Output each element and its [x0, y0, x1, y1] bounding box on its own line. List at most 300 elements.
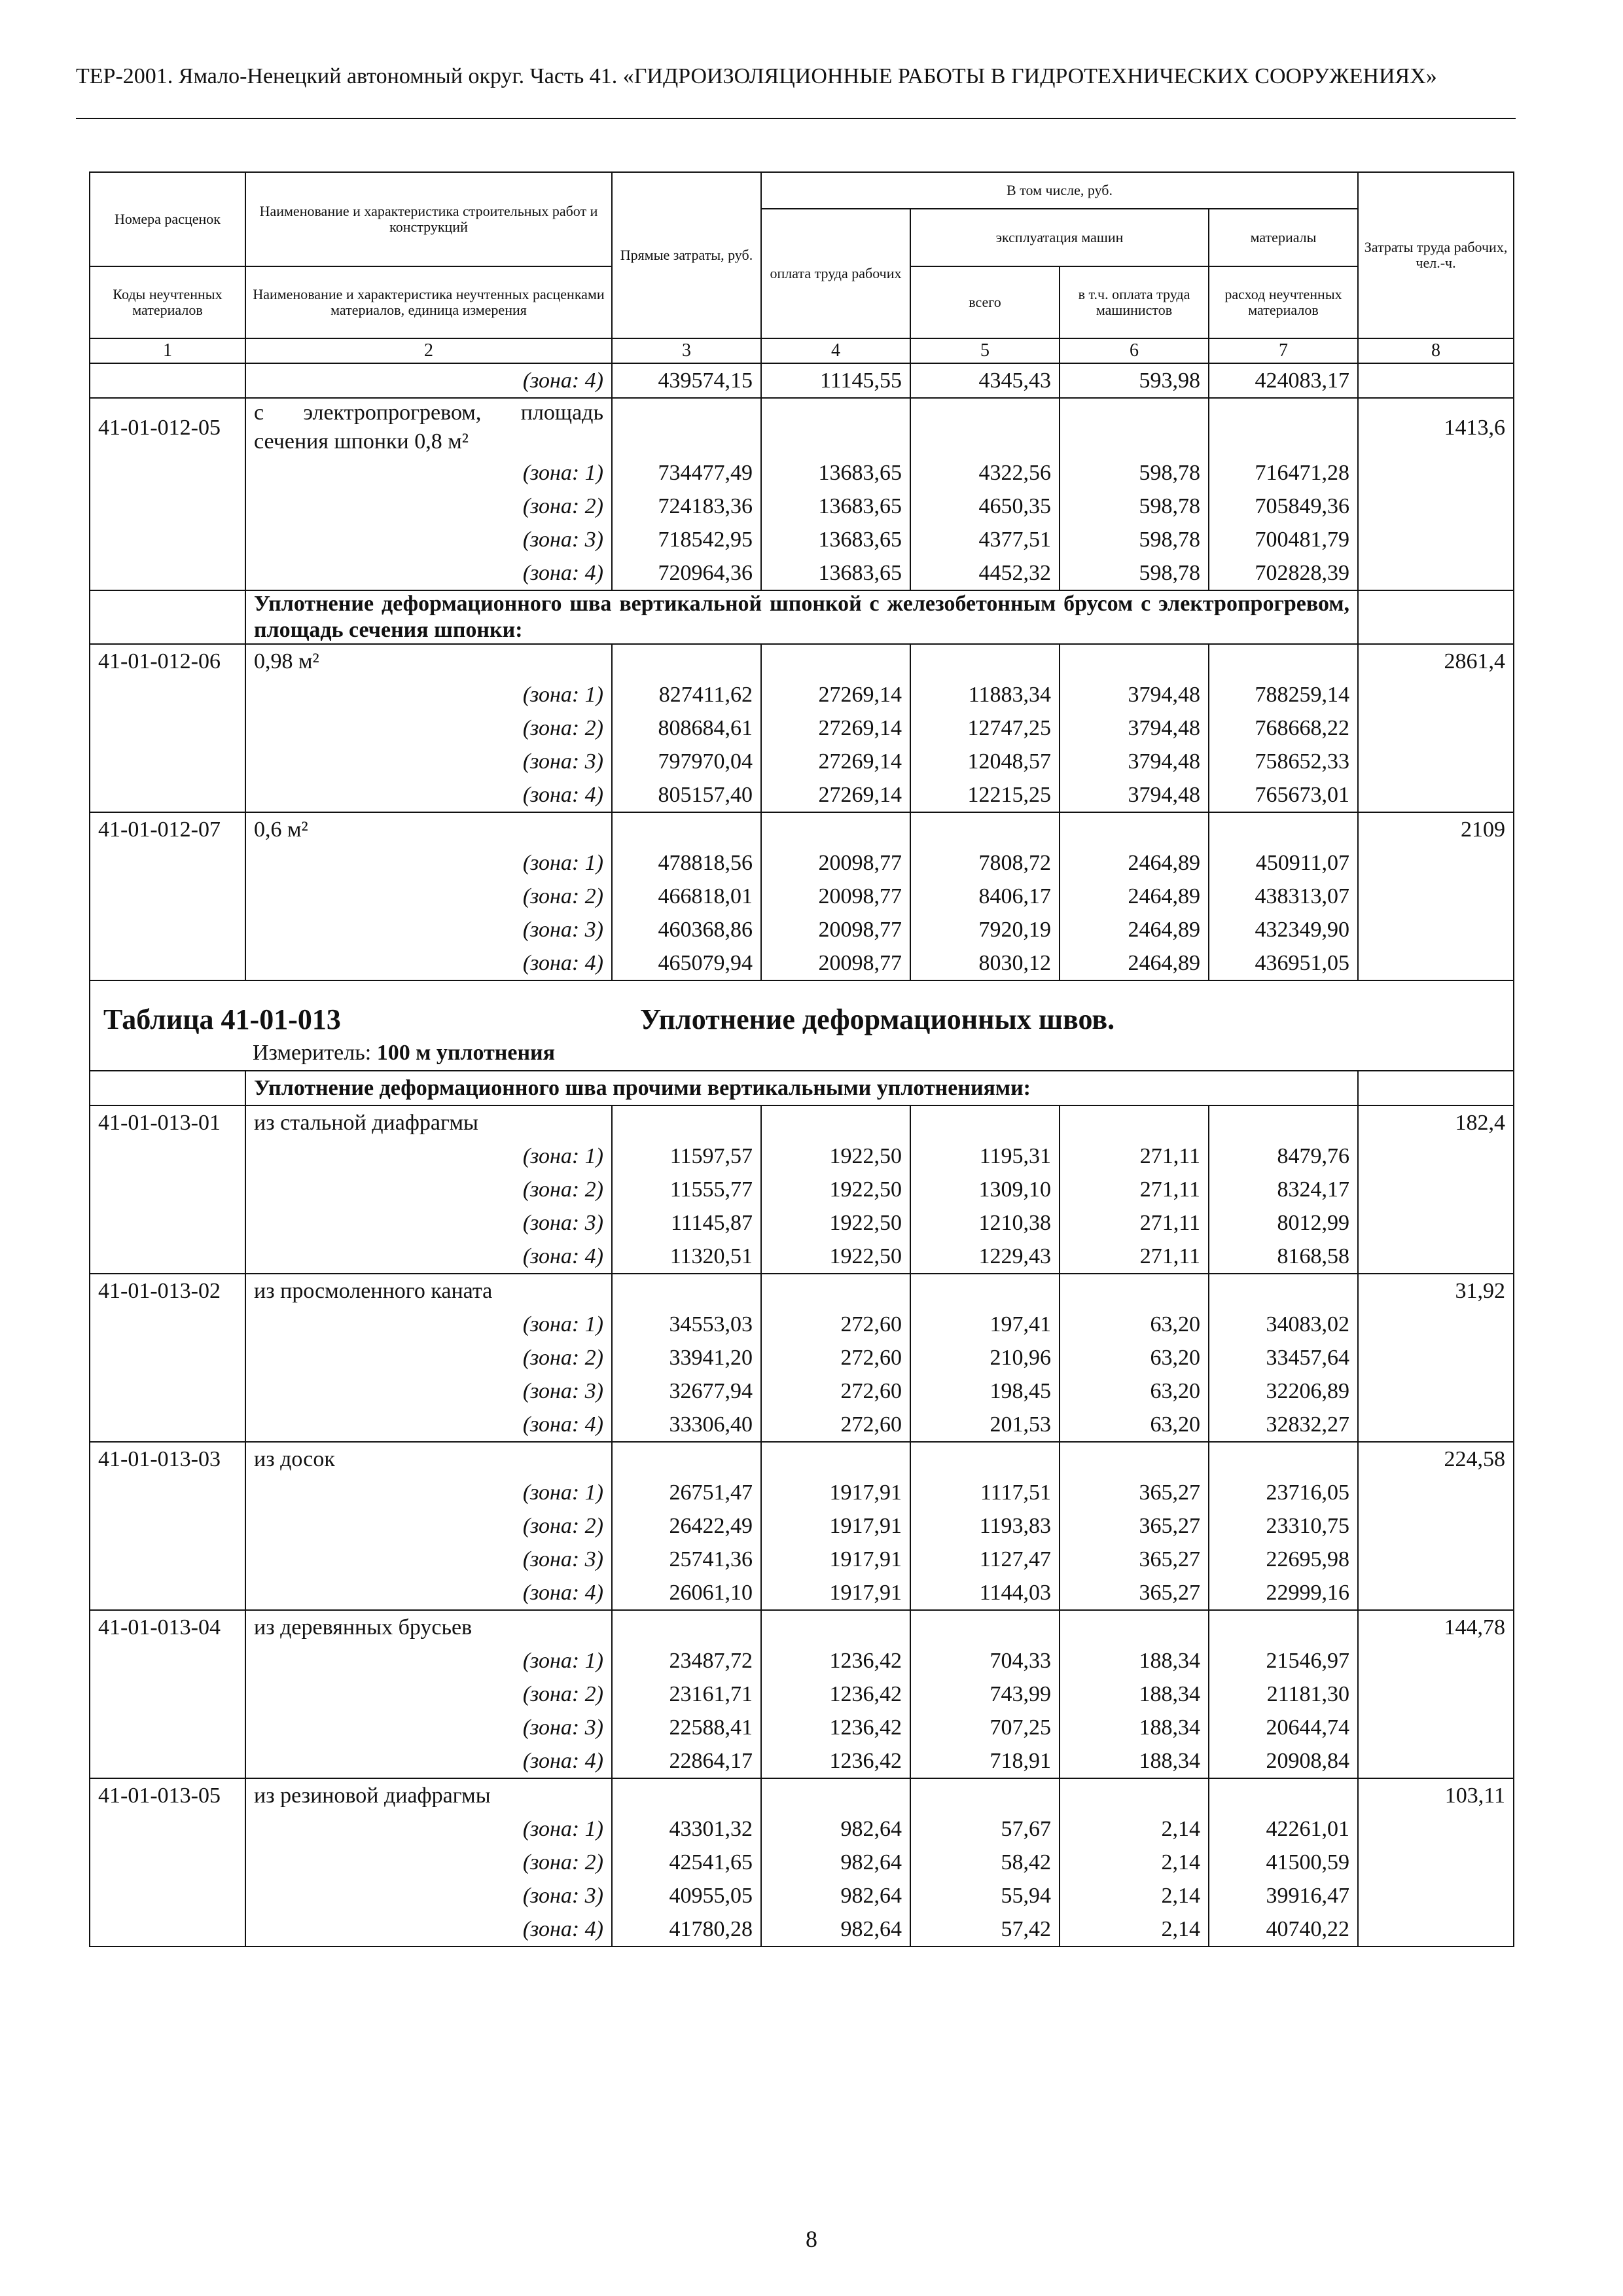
col-number: 1	[90, 338, 245, 363]
rate-description: 0,6 м²	[245, 812, 612, 846]
zone-label: (зона: 4)	[245, 946, 612, 980]
machines-total: 201,53	[910, 1408, 1060, 1442]
col-header-including: В том числе, руб.	[761, 172, 1358, 209]
table-row	[90, 523, 1514, 556]
direct-cost: 34553,03	[612, 1308, 761, 1341]
materials: 32206,89	[1209, 1374, 1358, 1408]
table-row	[90, 1341, 1514, 1374]
wages: 27269,14	[761, 678, 910, 711]
direct-cost: 466818,01	[612, 880, 761, 913]
direct-cost: 33306,40	[612, 1408, 761, 1442]
wages: 1922,50	[761, 1206, 910, 1240]
measure-label: Измеритель:	[253, 1041, 377, 1065]
operators-wages: 598,78	[1060, 556, 1209, 590]
operators-wages: 63,20	[1060, 1308, 1209, 1341]
zone-label: (зона: 4)	[245, 1744, 612, 1778]
zone-label: (зона: 1)	[245, 1812, 612, 1846]
table-row	[90, 456, 1514, 490]
machines-total: 57,67	[910, 1812, 1060, 1846]
machines-total: 58,42	[910, 1846, 1060, 1879]
table-row	[90, 812, 1514, 846]
zone-label: (зона: 1)	[245, 1308, 612, 1341]
operators-wages: 271,11	[1060, 1173, 1209, 1206]
col-header-material-name: Наименование и характеристика неучтенных расценками материалов, единица измерения	[245, 266, 612, 338]
operators-wages: 63,20	[1060, 1341, 1209, 1374]
table-row	[90, 1744, 1514, 1778]
direct-cost: 827411,62	[612, 678, 761, 711]
materials: 758652,33	[1209, 745, 1358, 778]
zone-label: (зона: 4)	[245, 556, 612, 590]
rate-description: из резиновой диафрагмы	[245, 1778, 612, 1812]
wages: 11145,55	[761, 363, 910, 398]
table-number: Таблица 41-01-013	[103, 1003, 341, 1035]
operators-wages: 63,20	[1060, 1408, 1209, 1442]
zone-label: (зона: 3)	[245, 1543, 612, 1576]
operators-wages: 2,14	[1060, 1812, 1209, 1846]
operators-wages: 2,14	[1060, 1912, 1209, 1946]
col-number: 7	[1209, 338, 1358, 363]
direct-cost: 718542,95	[612, 523, 761, 556]
table-row	[90, 1912, 1514, 1946]
operators-wages: 2464,89	[1060, 913, 1209, 946]
rate-code: 41-01-013-01	[90, 1105, 245, 1139]
machines-total: 7920,19	[910, 913, 1060, 946]
labor-cost: 103,11	[1358, 1778, 1514, 1812]
zone-label: (зона: 4)	[245, 1240, 612, 1274]
zone-label: (зона: 2)	[245, 1509, 612, 1543]
labor-cost: 2109	[1358, 812, 1514, 846]
wages: 27269,14	[761, 711, 910, 745]
direct-cost: 43301,32	[612, 1812, 761, 1846]
rate-code: 41-01-012-07	[90, 812, 245, 846]
machines-total: 1127,47	[910, 1543, 1060, 1576]
wages: 13683,65	[761, 490, 910, 523]
zone-label: (зона: 3)	[245, 913, 612, 946]
machines-total: 4452,32	[910, 556, 1060, 590]
table-row	[90, 490, 1514, 523]
labor-cost: 31,92	[1358, 1274, 1514, 1308]
machines-total: 8406,17	[910, 880, 1060, 913]
zone-label: (зона: 4)	[245, 1576, 612, 1610]
direct-cost: 26751,47	[612, 1476, 761, 1509]
operators-wages: 3794,48	[1060, 678, 1209, 711]
machines-total: 11883,34	[910, 678, 1060, 711]
col-number: 6	[1060, 338, 1209, 363]
materials: 21546,97	[1209, 1644, 1358, 1677]
col-header-wages: оплата труда рабочих	[761, 209, 910, 338]
materials: 40740,22	[1209, 1912, 1358, 1946]
materials: 21181,30	[1209, 1677, 1358, 1711]
table-row	[90, 1173, 1514, 1206]
zone-label: (зона: 2)	[245, 880, 612, 913]
zone-label: (зона: 3)	[245, 1374, 612, 1408]
materials: 716471,28	[1209, 456, 1358, 490]
zone-label: (зона: 3)	[245, 745, 612, 778]
operators-wages: 598,78	[1060, 490, 1209, 523]
table-row	[90, 1711, 1514, 1744]
direct-cost: 11320,51	[612, 1240, 761, 1274]
materials: 765673,01	[1209, 778, 1358, 812]
machines-total: 57,42	[910, 1912, 1060, 1946]
zone-label: (зона: 2)	[245, 1341, 612, 1374]
operators-wages: 2464,89	[1060, 880, 1209, 913]
operators-wages: 188,34	[1060, 1711, 1209, 1744]
materials: 41500,59	[1209, 1846, 1358, 1879]
section-heading: Уплотнение деформационного шва прочими вертикальными уплотнениями:	[245, 1071, 1358, 1105]
operators-wages: 63,20	[1060, 1374, 1209, 1408]
col-number: 4	[761, 338, 910, 363]
rate-description: из стальной диафрагмы	[245, 1105, 612, 1139]
table-row	[90, 1274, 1514, 1308]
operators-wages: 3794,48	[1060, 711, 1209, 745]
materials: 8168,58	[1209, 1240, 1358, 1274]
operators-wages: 271,11	[1060, 1240, 1209, 1274]
operators-wages: 271,11	[1060, 1206, 1209, 1240]
direct-cost: 460368,86	[612, 913, 761, 946]
col-header-operators-wages: в т.ч. оплата труда машинистов	[1060, 266, 1209, 338]
wages: 1917,91	[761, 1509, 910, 1543]
col-header-machines-total: всего	[910, 266, 1060, 338]
operators-wages: 598,78	[1060, 523, 1209, 556]
direct-cost: 40955,05	[612, 1879, 761, 1912]
direct-cost: 22864,17	[612, 1744, 761, 1778]
wages: 272,60	[761, 1374, 910, 1408]
wages: 982,64	[761, 1879, 910, 1912]
page-number: 8	[806, 2226, 817, 2252]
table-row	[90, 1240, 1514, 1274]
direct-cost: 26061,10	[612, 1576, 761, 1610]
materials: 432349,90	[1209, 913, 1358, 946]
wages: 1917,91	[761, 1476, 910, 1509]
zone-label: (зона: 1)	[245, 1644, 612, 1677]
materials: 8012,99	[1209, 1206, 1358, 1240]
labor-cost: 1413,6	[1358, 398, 1514, 456]
rate-description: из деревянных брусьев	[245, 1610, 612, 1644]
zone-label: (зона: 2)	[245, 711, 612, 745]
zone-label: (зона: 4)	[245, 1912, 612, 1946]
zone-label: (зона: 2)	[245, 1846, 612, 1879]
table-row	[90, 363, 1514, 398]
machines-total: 12215,25	[910, 778, 1060, 812]
zone-label: (зона: 1)	[245, 456, 612, 490]
labor-cost: 144,78	[1358, 1610, 1514, 1644]
rate-code: 41-01-013-04	[90, 1610, 245, 1644]
header-rule	[76, 118, 1516, 119]
operators-wages: 3794,48	[1060, 778, 1209, 812]
machines-total: 198,45	[910, 1374, 1060, 1408]
wages: 1236,42	[761, 1644, 910, 1677]
wages: 20098,77	[761, 946, 910, 980]
direct-cost: 22588,41	[612, 1711, 761, 1744]
machines-total: 12747,25	[910, 711, 1060, 745]
direct-cost: 465079,94	[612, 946, 761, 980]
direct-cost: 42541,65	[612, 1846, 761, 1879]
table-row	[90, 556, 1514, 590]
table-measure	[253, 1039, 1500, 1070]
direct-cost: 808684,61	[612, 711, 761, 745]
col-header-name: Наименование и характеристика строительных работ и конструкций	[245, 172, 612, 266]
wages: 1236,42	[761, 1744, 910, 1778]
machines-total: 4322,56	[910, 456, 1060, 490]
direct-cost: 26422,49	[612, 1509, 761, 1543]
direct-cost: 33941,20	[612, 1341, 761, 1374]
table-row	[90, 1677, 1514, 1711]
rate-code: 41-01-012-06	[90, 644, 245, 678]
operators-wages: 365,27	[1060, 1509, 1209, 1543]
zone-label: (зона: 3)	[245, 523, 612, 556]
wages: 982,64	[761, 1846, 910, 1879]
col-header-machines: эксплуатация машин	[910, 209, 1209, 266]
table-row	[90, 1408, 1514, 1442]
col-header-direct: Прямые затраты, руб.	[612, 172, 761, 338]
col-number: 5	[910, 338, 1060, 363]
table-row	[90, 644, 1514, 678]
wages: 272,60	[761, 1408, 910, 1442]
materials: 34083,02	[1209, 1308, 1358, 1341]
wages: 20098,77	[761, 913, 910, 946]
materials: 702828,39	[1209, 556, 1358, 590]
direct-cost: 478818,56	[612, 846, 761, 880]
machines-total: 1309,10	[910, 1173, 1060, 1206]
col-number: 3	[612, 338, 761, 363]
table-row	[90, 1846, 1514, 1879]
wages: 27269,14	[761, 745, 910, 778]
wages: 1922,50	[761, 1240, 910, 1274]
operators-wages: 2464,89	[1060, 846, 1209, 880]
direct-cost: 11145,87	[612, 1206, 761, 1240]
wages: 1917,91	[761, 1543, 910, 1576]
rates-table	[89, 171, 1514, 1947]
table-row	[90, 913, 1514, 946]
table-row	[90, 1476, 1514, 1509]
machines-total: 718,91	[910, 1744, 1060, 1778]
rate-code: 41-01-012-05	[90, 398, 245, 456]
col-number: 8	[1358, 338, 1514, 363]
zone-label: (зона: 1)	[245, 678, 612, 711]
direct-cost: 41780,28	[612, 1912, 761, 1946]
rate-code: 41-01-013-02	[90, 1274, 245, 1308]
zone-label: (зона: 2)	[245, 1173, 612, 1206]
machines-total: 197,41	[910, 1308, 1060, 1341]
direct-cost: 11597,57	[612, 1139, 761, 1173]
rate-description: из досок	[245, 1442, 612, 1476]
machines-total: 1117,51	[910, 1476, 1060, 1509]
col-header-materials: материалы	[1209, 209, 1358, 266]
materials: 788259,14	[1209, 678, 1358, 711]
operators-wages: 2,14	[1060, 1879, 1209, 1912]
materials: 33457,64	[1209, 1341, 1358, 1374]
col-header-labor: Затраты труда рабочих, чел.-ч.	[1358, 172, 1514, 338]
wages: 20098,77	[761, 880, 910, 913]
wages: 13683,65	[761, 456, 910, 490]
wages: 1236,42	[761, 1711, 910, 1744]
materials: 436951,05	[1209, 946, 1358, 980]
materials: 8324,17	[1209, 1173, 1358, 1206]
materials: 20908,84	[1209, 1744, 1358, 1778]
wages: 272,60	[761, 1308, 910, 1341]
rate-description: 0,98 м²	[245, 644, 612, 678]
table-row	[90, 778, 1514, 812]
direct-cost: 439574,15	[612, 363, 761, 398]
table-row	[90, 946, 1514, 980]
table-name: Уплотнение деформационных швов.	[640, 1003, 1115, 1035]
machines-total: 12048,57	[910, 745, 1060, 778]
table-row	[90, 1206, 1514, 1240]
table-row	[90, 1610, 1514, 1644]
machines-total: 1193,83	[910, 1509, 1060, 1543]
materials: 32832,27	[1209, 1408, 1358, 1442]
zone-label: (зона: 4)	[245, 363, 612, 398]
zone-label: (зона: 4)	[245, 778, 612, 812]
wages: 272,60	[761, 1341, 910, 1374]
machines-total: 707,25	[910, 1711, 1060, 1744]
wages: 982,64	[761, 1812, 910, 1846]
table-row	[90, 1509, 1514, 1543]
operators-wages: 365,27	[1060, 1543, 1209, 1576]
operators-wages: 2464,89	[1060, 946, 1209, 980]
zone-label: (зона: 3)	[245, 1879, 612, 1912]
operators-wages: 365,27	[1060, 1476, 1209, 1509]
table-row	[90, 1374, 1514, 1408]
wages: 13683,65	[761, 556, 910, 590]
operators-wages: 188,34	[1060, 1677, 1209, 1711]
materials: 23310,75	[1209, 1509, 1358, 1543]
materials: 424083,17	[1209, 363, 1358, 398]
wages: 982,64	[761, 1912, 910, 1946]
operators-wages: 188,34	[1060, 1644, 1209, 1677]
measure-value: 100 м уплотнения	[376, 1041, 556, 1065]
operators-wages: 188,34	[1060, 1744, 1209, 1778]
table-row	[90, 678, 1514, 711]
machines-total: 4650,35	[910, 490, 1060, 523]
direct-cost: 734477,49	[612, 456, 761, 490]
operators-wages: 365,27	[1060, 1576, 1209, 1610]
table-row	[90, 1139, 1514, 1173]
table-row	[90, 1105, 1514, 1139]
direct-cost: 720964,36	[612, 556, 761, 590]
materials: 8479,76	[1209, 1139, 1358, 1173]
wages: 1922,50	[761, 1139, 910, 1173]
operators-wages: 3794,48	[1060, 745, 1209, 778]
wages: 1236,42	[761, 1677, 910, 1711]
direct-cost: 23161,71	[612, 1677, 761, 1711]
machines-total: 55,94	[910, 1879, 1060, 1912]
table-row	[90, 1778, 1514, 1812]
zone-label: (зона: 1)	[245, 1476, 612, 1509]
materials: 23716,05	[1209, 1476, 1358, 1509]
wages: 27269,14	[761, 778, 910, 812]
labor-cost: 182,4	[1358, 1105, 1514, 1139]
section-row	[90, 590, 1514, 644]
table-body	[90, 363, 1514, 1946]
machines-total: 8030,12	[910, 946, 1060, 980]
labor-cost: 224,58	[1358, 1442, 1514, 1476]
direct-cost: 805157,40	[612, 778, 761, 812]
rate-code: 41-01-013-05	[90, 1778, 245, 1812]
direct-cost: 724183,36	[612, 490, 761, 523]
machines-total: 210,96	[910, 1341, 1060, 1374]
direct-cost: 25741,36	[612, 1543, 761, 1576]
rate-code: 41-01-013-03	[90, 1442, 245, 1476]
direct-cost: 797970,04	[612, 745, 761, 778]
rate-description: с электропрогревом, площадь сечения шпонки 0,8 м²	[245, 398, 612, 456]
direct-cost: 32677,94	[612, 1374, 761, 1408]
col-number: 2	[245, 338, 612, 363]
machines-total: 1144,03	[910, 1576, 1060, 1610]
machines-total: 4377,51	[910, 523, 1060, 556]
materials: 22999,16	[1209, 1576, 1358, 1610]
direct-cost: 23487,72	[612, 1644, 761, 1677]
page-header: ТЕР-2001. Ямало-Ненецкий автономный округ. Часть 41. «ГИДРОИЗОЛЯЦИОННЫЕ РАБОТЫ В ГИДРОТЕХНИЧЕСКИХ СООРУЖЕНИЯХ»	[76, 64, 1437, 88]
materials: 700481,79	[1209, 523, 1358, 556]
table-row	[90, 1442, 1514, 1476]
machines-total: 7808,72	[910, 846, 1060, 880]
section-row	[90, 1071, 1514, 1105]
machines-total: 1229,43	[910, 1240, 1060, 1274]
table-row	[90, 1308, 1514, 1341]
wages: 13683,65	[761, 523, 910, 556]
table-row	[90, 880, 1514, 913]
rate-description: из просмоленного каната	[245, 1274, 612, 1308]
table-row	[90, 1644, 1514, 1677]
materials: 22695,98	[1209, 1543, 1358, 1576]
machines-total: 1210,38	[910, 1206, 1060, 1240]
col-header-codes: Номера расценок	[90, 172, 245, 266]
zone-label: (зона: 3)	[245, 1711, 612, 1744]
wages: 1917,91	[761, 1576, 910, 1610]
direct-cost: 11555,77	[612, 1173, 761, 1206]
table-row	[90, 1812, 1514, 1846]
zone-label: (зона: 4)	[245, 1408, 612, 1442]
materials: 705849,36	[1209, 490, 1358, 523]
table-row	[90, 1543, 1514, 1576]
operators-wages: 593,98	[1060, 363, 1209, 398]
col-header-materials-use: расход неучтенных материалов	[1209, 266, 1358, 338]
materials: 39916,47	[1209, 1879, 1358, 1912]
table-row	[90, 711, 1514, 745]
section-heading: Уплотнение деформационного шва вертикальной шпонкой с железобетонным брусом с электропрогревом, площадь сечения шпонки:	[245, 590, 1358, 644]
zone-label: (зона: 1)	[245, 846, 612, 880]
operators-wages: 2,14	[1060, 1846, 1209, 1879]
col-header-material-codes: Коды неучтенных материалов	[90, 266, 245, 338]
zone-label: (зона: 2)	[245, 490, 612, 523]
table-head	[90, 172, 1514, 363]
machines-total: 704,33	[910, 1644, 1060, 1677]
operators-wages: 598,78	[1060, 456, 1209, 490]
zone-label: (зона: 3)	[245, 1206, 612, 1240]
table-row	[90, 745, 1514, 778]
materials: 438313,07	[1209, 880, 1358, 913]
table-row	[90, 1879, 1514, 1912]
table-row	[90, 1576, 1514, 1610]
operators-wages: 271,11	[1060, 1139, 1209, 1173]
table-row	[90, 846, 1514, 880]
table-row	[90, 398, 1514, 456]
zone-label: (зона: 2)	[245, 1677, 612, 1711]
wages: 20098,77	[761, 846, 910, 880]
zone-label: (зона: 1)	[245, 1139, 612, 1173]
machines-total: 4345,43	[910, 363, 1060, 398]
labor-cost: 2861,4	[1358, 644, 1514, 678]
materials: 450911,07	[1209, 846, 1358, 880]
machines-total: 1195,31	[910, 1139, 1060, 1173]
wages: 1922,50	[761, 1173, 910, 1206]
machines-total: 743,99	[910, 1677, 1060, 1711]
materials: 20644,74	[1209, 1711, 1358, 1744]
materials: 768668,22	[1209, 711, 1358, 745]
table-title-row	[90, 980, 1514, 1071]
materials: 42261,01	[1209, 1812, 1358, 1846]
